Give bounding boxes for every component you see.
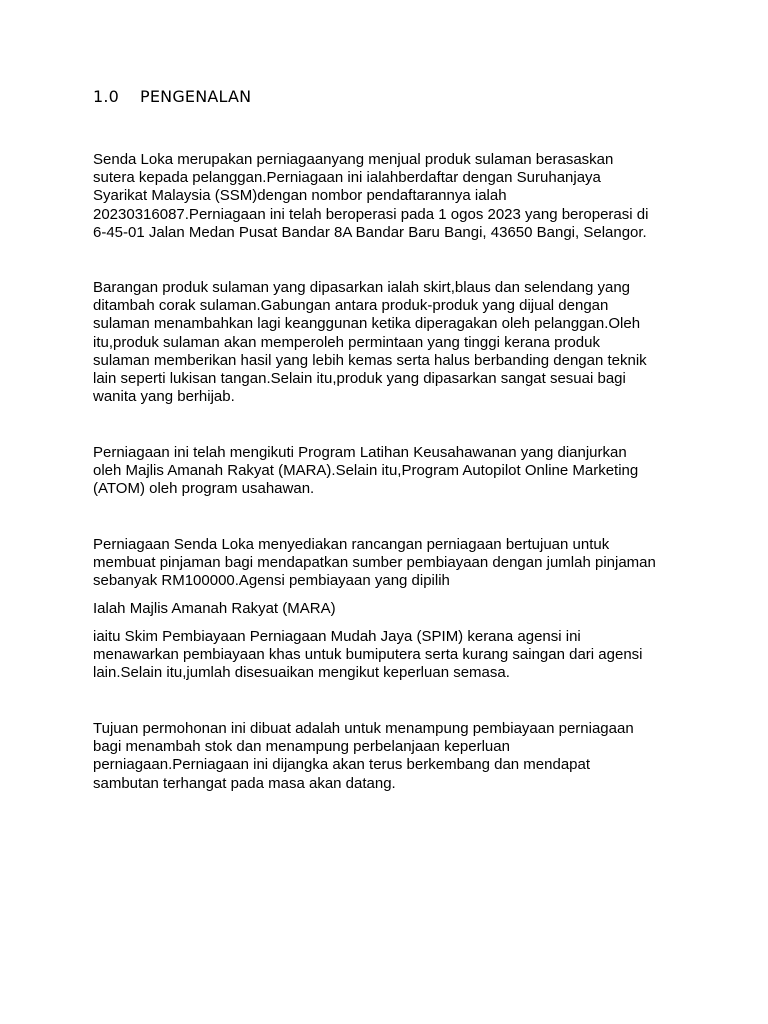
paragraph-programs <box>93 444 683 499</box>
text-line: itu,produk sulaman akan memperoleh permintaan yang tinggi kerana produk <box>93 333 600 351</box>
text-line: 20230316087.Perniagaan ini telah beroperasi pada 1 ogos 2023 yang beroperasi di <box>93 205 649 223</box>
text-line: Tujuan permohonan ini dibuat adalah untuk menampung pembiayaan perniagaan <box>93 720 634 737</box>
text-line: perniagaan.Perniagaan ini dijangka akan terus berkembang dan mendapat <box>93 756 591 774</box>
paragraph-spim-scheme <box>93 628 683 683</box>
text-line: Syarikat Malaysia (SSM)dengan nombor pendaftarannya ialah <box>93 187 507 205</box>
text-line: bagi menambah stok dan menampung perbelanjaan keperluan <box>93 738 510 756</box>
section-title: PENGENALAN <box>140 87 252 106</box>
paragraph-products <box>93 279 683 406</box>
text-line: membuat pinjaman bagi mendapatkan sumber pembiayaan dengan jumlah pinjaman <box>93 554 656 572</box>
section-heading <box>93 87 251 106</box>
text-line: 6-45-01 Jalan Medan Pusat Bandar 8A Bandar Baru Bangi, 43650 Bangi, Selangor. <box>93 223 647 241</box>
paragraph-financing-plan <box>93 536 683 591</box>
text-line: sulaman menambahkan lagi keanggunan ketika diperagakan oleh pelanggan.Oleh <box>93 315 641 333</box>
paragraph-purpose <box>93 720 683 793</box>
text-line: Barangan produk sulaman yang dipasarkan ialah skirt,blaus dan selendang yang <box>93 279 631 296</box>
text-line: iaitu Skim Pembiayaan Perniagaan Mudah Jaya (SPIM) kerana agensi ini <box>93 628 581 645</box>
text-line: oleh Majlis Amanah Rakyat (MARA).Selain itu,Program Autopilot Online Marketing <box>93 462 639 480</box>
text-line: sulaman memberikan hasil yang lebih kemas serta halus berbanding dengan teknik <box>93 351 647 369</box>
text-line: Ialah Majlis Amanah Rakyat (MARA) <box>93 600 336 617</box>
text-line: sutera kepada pelanggan.Perniagaan ini ialahberdaftar dengan Suruhanjaya <box>93 169 601 187</box>
text-line: wanita yang berhijab. <box>93 388 235 406</box>
section-number: 1.0 <box>93 87 120 106</box>
paragraph-agency <box>93 600 683 618</box>
text-line: lain.Selain itu,jumlah disesuaikan mengikut keperluan semasa. <box>93 664 510 682</box>
text-line: Senda Loka merupakan perniagaanyang menjual produk sulaman berasaskan <box>93 151 614 168</box>
text-line: menawarkan pembiayaan khas untuk bumiputera serta kurang saingan dari agensi <box>93 646 643 664</box>
text-line: lain seperti lukisan tangan.Selain itu,produk yang dipasarkan sangat sesuai bagi <box>93 370 626 388</box>
text-line: (ATOM) oleh program usahawan. <box>93 480 315 498</box>
text-line: ditambah corak sulaman.Gabungan antara produk-produk yang dijual dengan <box>93 297 609 315</box>
text-line: sebanyak RM100000.Agensi pembiayaan yang dipilih <box>93 572 450 590</box>
text-line: Perniagaan Senda Loka menyediakan rancangan perniagaan bertujuan untuk <box>93 536 610 553</box>
text-line: Perniagaan ini telah mengikuti Program Latihan Keusahawanan yang dianjurkan <box>93 444 627 461</box>
text-line: sambutan terhangat pada masa akan datang. <box>93 774 396 792</box>
paragraph-business-intro <box>93 151 683 242</box>
